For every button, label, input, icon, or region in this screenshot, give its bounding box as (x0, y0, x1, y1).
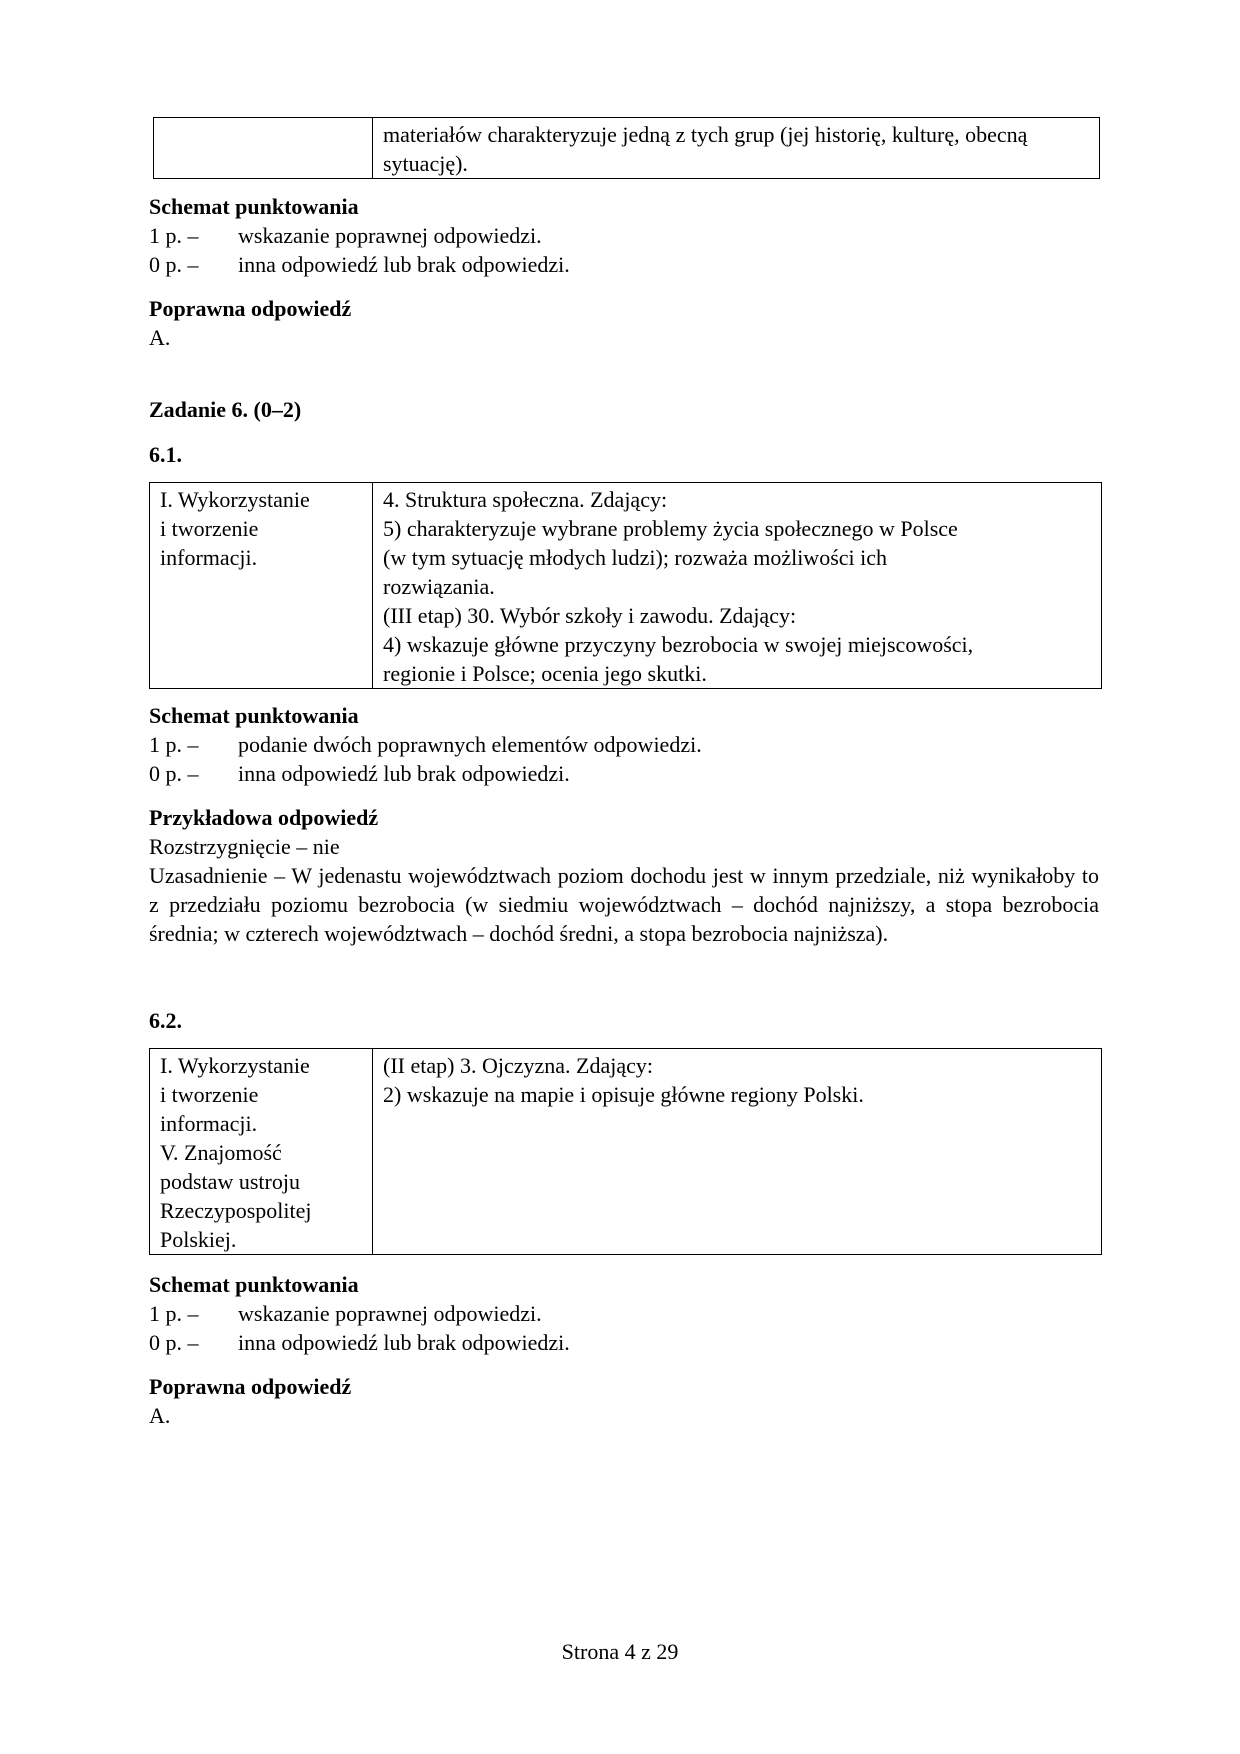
score-points: 1 p. – (149, 1301, 199, 1326)
answer-text: A. (149, 1403, 171, 1428)
cell-line: 2) wskazuje na mapie i opisuje główne regiony Polski. (383, 1082, 864, 1107)
cell-line: regionie i Polsce; ocenia jego skutki. (383, 661, 707, 686)
table-cell-requirement (150, 1049, 373, 1255)
cell-line: rozwiązania. (383, 574, 495, 599)
schemat-heading: Schemat punktowania (149, 703, 359, 728)
schemat-heading: Schemat punktowania (149, 194, 359, 219)
scoring-section-a (149, 192, 1099, 279)
score-row (149, 250, 1099, 279)
answer-heading: Poprawna odpowiedź (149, 1374, 352, 1399)
score-points: 1 p. – (149, 732, 199, 757)
cell-line: 4) wskazuje główne przyczyny bezrobocia w swojej miejscowości, (383, 632, 974, 657)
score-row (149, 221, 1099, 250)
subtask-label-6-2: 6.2. (149, 1008, 182, 1033)
score-text: inna odpowiedź lub brak odpowiedzi. (238, 1330, 570, 1355)
score-points: 1 p. – (149, 223, 199, 248)
scoring-section-6-1 (149, 701, 1099, 788)
score-text: inna odpowiedź lub brak odpowiedzi. (238, 761, 570, 786)
table-cell-content (373, 1049, 1102, 1255)
example-heading: Przykładowa odpowiedź (149, 805, 379, 830)
curriculum-table-6-1 (149, 482, 1102, 689)
curriculum-table-6-2 (149, 1048, 1102, 1255)
score-text: wskazanie poprawnej odpowiedzi. (238, 1301, 542, 1326)
table-cell-left (154, 118, 373, 179)
answer-heading: Poprawna odpowiedź (149, 296, 352, 321)
score-row (149, 730, 1099, 759)
cell-line: i tworzenie (160, 1082, 259, 1107)
score-text: wskazanie poprawnej odpowiedzi. (238, 223, 542, 248)
cell-line: Rzeczypospolitej (160, 1198, 312, 1223)
cell-line: Polskiej. (160, 1227, 237, 1252)
score-points: 0 p. – (149, 252, 199, 277)
cell-line: informacji. (160, 545, 258, 570)
example-decision: Rozstrzygnięcie – nie (149, 834, 340, 859)
cell-line: (II etap) 3. Ojczyzna. Zdający: (383, 1053, 653, 1078)
score-text: podanie dwóch poprawnych elementów odpowiedzi. (238, 732, 702, 757)
task-title: Zadanie 6. (0–2) (149, 397, 302, 422)
page-number: Strona 4 z 29 (561, 1639, 679, 1664)
cell-line: I. Wykorzystanie (160, 487, 310, 512)
subtask-label-6-1: 6.1. (149, 442, 182, 467)
example-answer-6-1 (149, 803, 1099, 948)
table-cell-requirement (150, 483, 373, 689)
table-cell-right: materiałów charakteryzuje jedną z tych grup (jej historię, kulturę, obecną sytuację). (373, 118, 1100, 179)
example-justification: Uzasadnienie – W jedenastu województwach poziom dochodu jest w innym przedziale, niż wynikałoby to z przedziału poziomu bezrobocia (w siedmiu województwach – dochód najniższy, a stopa bezrobocia średnia; w czterech województwach – dochód średni, a stopa bezrobocia najniższa). (149, 863, 1099, 946)
score-row (149, 759, 1099, 788)
table-cell-content (373, 483, 1102, 689)
score-points: 0 p. – (149, 761, 199, 786)
score-row (149, 1299, 1099, 1328)
score-points: 0 p. – (149, 1330, 199, 1355)
answer-text: A. (149, 325, 171, 350)
cell-line: V. Znajomość (160, 1140, 282, 1165)
cell-line: (w tym sytuację młodych ludzi); rozważa możliwości ich (383, 545, 888, 570)
cell-line: i tworzenie (160, 516, 259, 541)
curriculum-table-continued (153, 117, 1100, 179)
score-text: inna odpowiedź lub brak odpowiedzi. (238, 252, 570, 277)
answer-section-a (149, 294, 1099, 352)
cell-line: I. Wykorzystanie (160, 1053, 310, 1078)
scoring-section-6-2 (149, 1270, 1099, 1357)
cell-line: 4. Struktura społeczna. Zdający: (383, 487, 668, 512)
cell-line: 5) charakteryzuje wybrane problemy życia społecznego w Polsce (383, 516, 958, 541)
schemat-heading: Schemat punktowania (149, 1272, 359, 1297)
cell-line: podstaw ustroju (160, 1169, 300, 1194)
answer-section-6-2 (149, 1372, 1099, 1430)
score-row (149, 1328, 1099, 1357)
cell-line: informacji. (160, 1111, 258, 1136)
cell-line: (III etap) 30. Wybór szkoły i zawodu. Zdający: (383, 603, 797, 628)
